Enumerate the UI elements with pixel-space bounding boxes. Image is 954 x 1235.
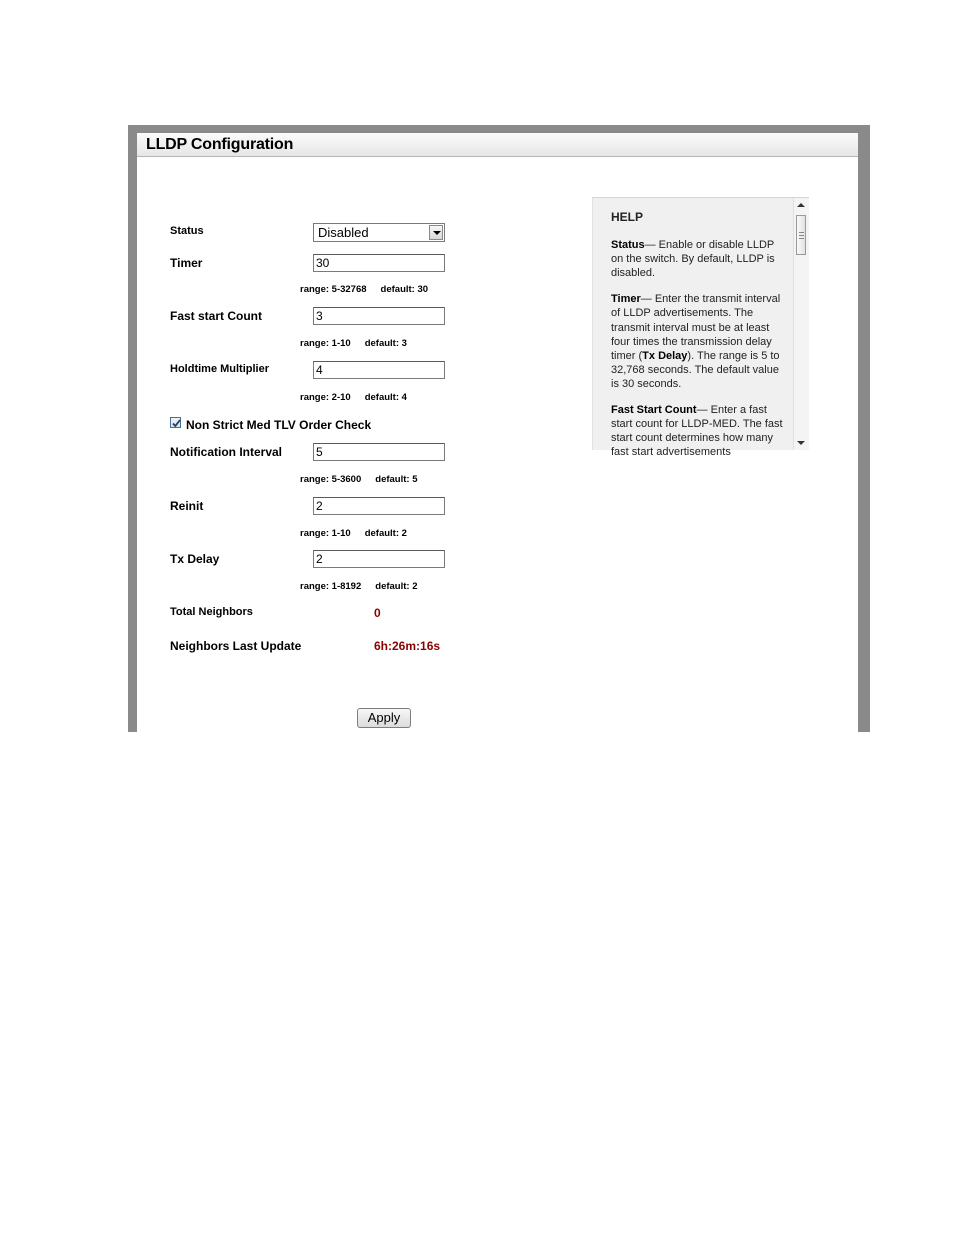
help-timer (611, 292, 787, 391)
neighbors-last-update-label: Neighbors Last Update (170, 639, 302, 653)
notification-interval-hint (300, 474, 418, 485)
help-fsc-text: — Enter a fast start count for LLDP-MED. The fast start count determines how many fast start advertisements (611, 404, 783, 459)
neighbors-last-update-value: 6h:26m:16s (374, 639, 441, 653)
help-tx-delay-term: Tx Delay (642, 349, 688, 362)
help-content (611, 210, 787, 471)
help-fast-start-count (611, 403, 787, 459)
notification-interval-range: range: 5-3600 (300, 474, 362, 485)
reinit-range: range: 1-10 (300, 528, 351, 539)
fast-start-count-range: range: 1-10 (300, 338, 351, 349)
non-strict-med-label: Non Strict Med TLV Order Check (186, 418, 372, 432)
status-select[interactable] (313, 223, 445, 242)
timer-input[interactable]: 30 (313, 254, 445, 272)
help-scrollbar[interactable] (793, 198, 809, 450)
help-timer-term: Timer (611, 293, 641, 306)
timer-default: default: 30 (380, 284, 429, 295)
tx-delay-input[interactable]: 2 (313, 550, 445, 568)
holdtime-multiplier-label: Holdtime Multiplier (170, 363, 269, 375)
notification-interval-label: Notification Interval (170, 445, 283, 459)
help-timer-text-2: ). The range is 5 to 32,768 seconds. The default value is 30 seconds. (611, 349, 780, 390)
reinit-default: default: 2 (364, 528, 407, 539)
help-timer-text-1: — Enter the transmit interval of LLDP advertisements. The transmit interval must be at least four times the transmission delay timer ( (611, 293, 781, 362)
holdtime-multiplier-range: range: 2-10 (300, 392, 351, 403)
holdtime-multiplier-hint (300, 392, 407, 403)
fast-start-count-hint (300, 338, 407, 349)
reinit-label: Reinit (170, 499, 204, 513)
status-select-value: Disabled (318, 225, 369, 240)
lldp-config-panel (137, 133, 858, 732)
timer-range: range: 5-32768 (300, 284, 367, 295)
notification-interval-default: default: 5 (375, 474, 418, 485)
help-pane (592, 197, 809, 459)
help-title: HELP (611, 210, 644, 224)
help-status-term: Status (611, 239, 645, 252)
fast-start-count-input[interactable]: 3 (313, 307, 445, 325)
holdtime-multiplier-default: default: 4 (364, 392, 407, 403)
lldp-config-frame (128, 125, 870, 732)
help-status (611, 238, 787, 280)
tx-delay-hint (300, 581, 418, 592)
reinit-hint (300, 528, 407, 539)
help-status-text: — Enable or disable LLDP on the switch. By default, LLDP is disabled. (611, 239, 775, 280)
arrow-up-icon[interactable] (797, 203, 805, 207)
timer-hint (300, 284, 428, 295)
page-title: LLDP Configuration (146, 136, 294, 153)
timer-label: Timer (170, 256, 203, 270)
apply-button[interactable]: Apply (357, 708, 411, 728)
total-neighbors-value: 0 (374, 606, 381, 620)
check-icon (171, 418, 182, 429)
tx-delay-default: default: 2 (375, 581, 418, 592)
title-bar (137, 133, 858, 157)
fast-start-count-label: Fast start Count (170, 309, 263, 323)
tx-delay-range: range: 1-8192 (300, 581, 362, 592)
reinit-input[interactable]: 2 (313, 497, 445, 515)
total-neighbors-label: Total Neighbors (170, 606, 253, 618)
chevron-down-icon[interactable] (429, 225, 443, 240)
tx-delay-label: Tx Delay (170, 552, 220, 566)
help-fsc-term: Fast Start Count (611, 404, 697, 417)
notification-interval-input[interactable]: 5 (313, 443, 445, 461)
non-strict-med-checkbox[interactable] (170, 417, 181, 428)
scrollbar-thumb[interactable] (796, 215, 806, 255)
holdtime-multiplier-input[interactable]: 4 (313, 361, 445, 379)
arrow-down-icon[interactable] (797, 441, 805, 445)
status-label: Status (170, 225, 204, 237)
fast-start-count-default: default: 3 (364, 338, 407, 349)
